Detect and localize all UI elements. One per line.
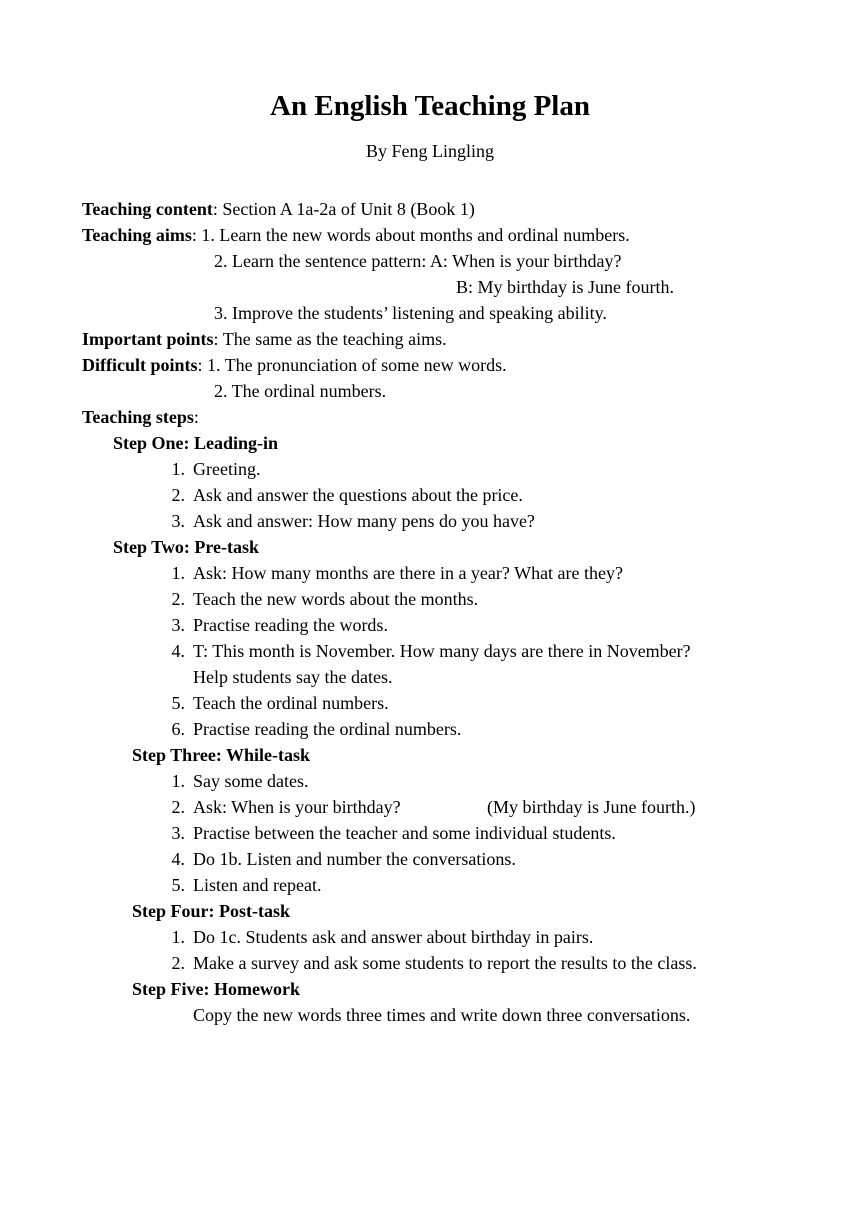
item-text: Copy the new words three times and write down three conversations. bbox=[193, 1005, 691, 1025]
step-heading: Step Three: While-task bbox=[132, 745, 311, 765]
difficult-points-line bbox=[82, 352, 507, 378]
item-number: 2. bbox=[171, 485, 185, 505]
teaching-aims-item-1: : 1. Learn the new words about months and ordinal numbers. bbox=[191, 225, 630, 245]
teaching-steps-heading bbox=[82, 404, 199, 430]
item-number: 2. bbox=[171, 589, 185, 609]
item-number: 6. bbox=[171, 719, 185, 739]
item-text: Practise reading the words. bbox=[193, 615, 388, 635]
teaching-content-label: Teaching content bbox=[82, 199, 213, 219]
item-aside: (My birthday is June fourth.) bbox=[487, 797, 696, 817]
step-heading: Step One: Leading-in bbox=[113, 433, 279, 453]
teaching-aims-item-2: 2. Learn the sentence pattern: A: When is your birthday? bbox=[214, 251, 622, 271]
item-text: Practise reading the ordinal numbers. bbox=[193, 719, 462, 739]
item-number: 2. bbox=[171, 953, 185, 973]
step-heading: Step Five: Homework bbox=[132, 979, 300, 999]
item-text: Make a survey and ask some students to report the results to the class. bbox=[193, 953, 697, 973]
teaching-steps-label: Teaching steps bbox=[82, 407, 194, 427]
document-title: An English Teaching Plan bbox=[270, 90, 590, 122]
item-text: Ask: When is your birthday? bbox=[193, 797, 401, 817]
item-text: Ask: How many months are there in a year? What are they? bbox=[193, 563, 624, 583]
item-text: T: This month is November. How many days are there in November? bbox=[193, 641, 691, 661]
item-number: 5. bbox=[171, 693, 185, 713]
item-text: Help students say the dates. bbox=[193, 667, 393, 687]
item-number: 1. bbox=[171, 459, 185, 479]
teaching-content-value: : Section A 1a-2a of Unit 8 (Book 1) bbox=[212, 199, 475, 219]
item-number: 3. bbox=[171, 615, 185, 635]
important-points-value: : The same as the teaching aims. bbox=[213, 329, 447, 349]
item-number: 1. bbox=[171, 563, 185, 583]
difficult-points-label: Difficult points bbox=[82, 355, 198, 375]
item-number: 4. bbox=[171, 849, 185, 869]
step-heading: Step Four: Post-task bbox=[132, 901, 290, 921]
item-text: Teach the new words about the months. bbox=[193, 589, 479, 609]
teaching-content-line bbox=[82, 196, 475, 222]
important-points-label: Important points bbox=[82, 329, 214, 349]
item-text: Teach the ordinal numbers. bbox=[193, 693, 389, 713]
item-text: Do 1b. Listen and number the conversations. bbox=[193, 849, 516, 869]
item-number: 3. bbox=[171, 823, 185, 843]
author-line: By Feng Lingling bbox=[365, 141, 494, 161]
teaching-steps-colon: : bbox=[193, 407, 199, 427]
item-text: Do 1c. Students ask and answer about birthday in pairs. bbox=[193, 927, 594, 947]
item-text: Greeting. bbox=[193, 459, 261, 479]
teaching-aims-line bbox=[82, 222, 630, 248]
item-number: 3. bbox=[171, 511, 185, 531]
item-number: 1. bbox=[171, 927, 185, 947]
item-text: Ask and answer the questions about the price. bbox=[193, 485, 523, 505]
item-number: 1. bbox=[171, 771, 185, 791]
teaching-aims-label: Teaching aims bbox=[82, 225, 192, 245]
difficult-points-item-1: : 1. The pronunciation of some new words. bbox=[197, 355, 507, 375]
item-text: Ask and answer: How many pens do you have? bbox=[193, 511, 535, 531]
step-heading: Step Two: Pre-task bbox=[113, 537, 259, 557]
item-text: Say some dates. bbox=[193, 771, 309, 791]
item-text: Practise between the teacher and some individual students. bbox=[193, 823, 616, 843]
item-number: 2. bbox=[171, 797, 185, 817]
item-text: Listen and repeat. bbox=[193, 875, 322, 895]
difficult-points-item-2: 2. The ordinal numbers. bbox=[214, 381, 387, 401]
item-number: 4. bbox=[171, 641, 185, 661]
important-points-line bbox=[82, 326, 447, 352]
item-number: 5. bbox=[171, 875, 185, 895]
teaching-aims-item-2-answer: B: My birthday is June fourth. bbox=[456, 277, 674, 297]
teaching-aims-item-3: 3. Improve the students’ listening and speaking ability. bbox=[214, 303, 607, 323]
